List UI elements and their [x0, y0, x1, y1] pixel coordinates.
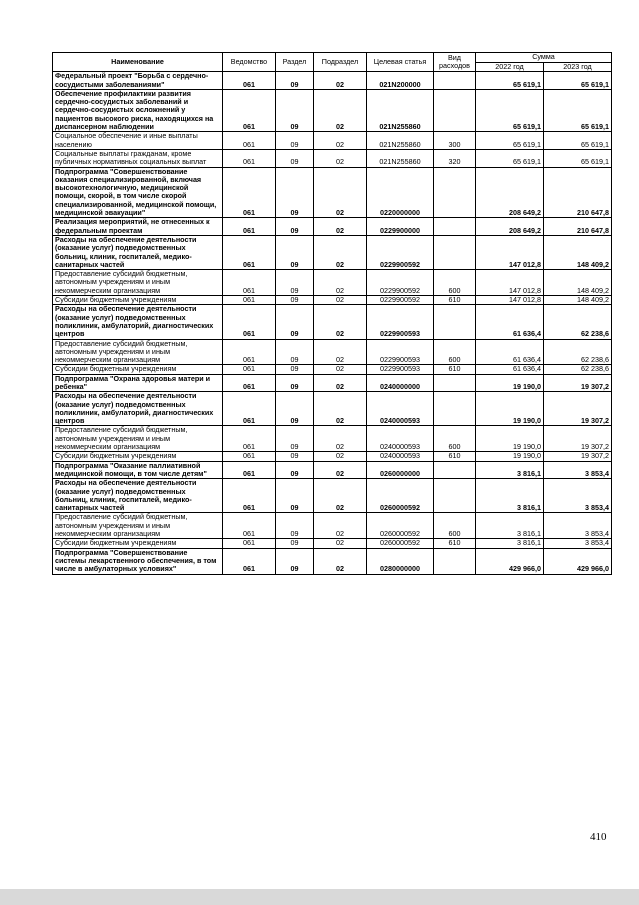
table-header	[53, 53, 612, 72]
row-podrazdel: 02	[314, 270, 367, 296]
row-razdel: 09	[276, 479, 314, 513]
row-podrazdel: 02	[314, 235, 367, 269]
row-name: Предоставление субсидий бюджетным, автономным учреждениям и иным некоммерческим организациям	[53, 270, 223, 296]
row-podrazdel: 02	[314, 296, 367, 305]
row-podrazdel: 02	[314, 539, 367, 548]
row-vedomstvo: 061	[223, 392, 276, 426]
row-celevaya: 0229900593	[367, 339, 434, 365]
row-vid: 610	[434, 296, 476, 305]
row-name: Подпрограмма "Оказание паллиативной медицинской помощи, в том числе детям"	[53, 461, 223, 479]
row-vid	[434, 548, 476, 574]
row-podrazdel: 02	[314, 149, 367, 167]
row-celevaya: 0240000000	[367, 374, 434, 392]
row-razdel: 09	[276, 132, 314, 150]
row-vid: 320	[434, 149, 476, 167]
row-celevaya: 0260000592	[367, 539, 434, 548]
row-sum-2022: 65 619,1	[476, 72, 544, 90]
row-podrazdel: 02	[314, 513, 367, 539]
row-celevaya: 0229900593	[367, 365, 434, 374]
table-row	[53, 479, 612, 513]
row-razdel: 09	[276, 89, 314, 131]
row-vedomstvo: 061	[223, 513, 276, 539]
row-vid: 600	[434, 270, 476, 296]
row-sum-2022: 429 966,0	[476, 548, 544, 574]
table-row	[53, 296, 612, 305]
row-sum-2022: 19 190,0	[476, 374, 544, 392]
row-sum-2023: 3 853,4	[544, 461, 612, 479]
row-sum-2023: 19 307,2	[544, 392, 612, 426]
row-name: Подпрограмма "Охрана здоровья матери и ребенка"	[53, 374, 223, 392]
table-row	[53, 548, 612, 574]
row-sum-2023: 19 307,2	[544, 452, 612, 461]
table-row	[53, 270, 612, 296]
header-razdel: Раздел	[276, 53, 314, 72]
row-sum-2022: 147 012,8	[476, 296, 544, 305]
table-row	[53, 452, 612, 461]
row-celevaya: 021N255860	[367, 89, 434, 131]
header-podrazdel: Подраздел	[314, 53, 367, 72]
row-razdel: 09	[276, 167, 314, 218]
row-vedomstvo: 061	[223, 539, 276, 548]
row-vid	[434, 235, 476, 269]
row-name: Подпрограмма "Совершенствование оказания специализированной, включая высокотехнологичную, медицинской помощи, скорой, в том числе скорой специализированной, медицинской помощи, медицинской эвакуации"	[53, 167, 223, 218]
row-podrazdel: 02	[314, 426, 367, 452]
row-vedomstvo: 061	[223, 479, 276, 513]
table-row	[53, 365, 612, 374]
row-podrazdel: 02	[314, 452, 367, 461]
row-sum-2023: 19 307,2	[544, 426, 612, 452]
row-celevaya: 0260000000	[367, 461, 434, 479]
row-sum-2023: 62 238,6	[544, 365, 612, 374]
row-sum-2022: 19 190,0	[476, 392, 544, 426]
row-podrazdel: 02	[314, 89, 367, 131]
table-row	[53, 539, 612, 548]
row-sum-2022: 147 012,8	[476, 235, 544, 269]
row-sum-2022: 19 190,0	[476, 452, 544, 461]
row-celevaya: 0229900593	[367, 305, 434, 339]
row-sum-2022: 3 816,1	[476, 513, 544, 539]
row-podrazdel: 02	[314, 218, 367, 236]
row-celevaya: 0260000592	[367, 479, 434, 513]
row-celevaya: 0240000593	[367, 426, 434, 452]
row-podrazdel: 02	[314, 548, 367, 574]
row-sum-2023: 65 619,1	[544, 149, 612, 167]
row-podrazdel: 02	[314, 365, 367, 374]
row-sum-2023: 3 853,4	[544, 539, 612, 548]
row-sum-2022: 19 190,0	[476, 426, 544, 452]
row-vid: 600	[434, 426, 476, 452]
table-row	[53, 426, 612, 452]
row-sum-2023: 65 619,1	[544, 89, 612, 131]
row-vid	[434, 305, 476, 339]
row-vedomstvo: 061	[223, 461, 276, 479]
row-sum-2022: 208 649,2	[476, 167, 544, 218]
table-row	[53, 72, 612, 90]
row-vedomstvo: 061	[223, 218, 276, 236]
row-vid	[434, 218, 476, 236]
row-name: Субсидии бюджетным учреждениям	[53, 452, 223, 461]
row-celevaya: 0280000000	[367, 548, 434, 574]
header-year1: 2022 год	[476, 63, 544, 72]
row-sum-2023: 3 853,4	[544, 513, 612, 539]
header-vedomstvo: Ведомство	[223, 53, 276, 72]
row-sum-2022: 3 816,1	[476, 479, 544, 513]
row-sum-2022: 61 636,4	[476, 339, 544, 365]
row-vid	[434, 392, 476, 426]
row-razdel: 09	[276, 461, 314, 479]
row-celevaya: 0229900000	[367, 218, 434, 236]
row-celevaya: 0229900592	[367, 270, 434, 296]
row-sum-2023: 65 619,1	[544, 72, 612, 90]
row-name: Подпрограмма "Совершенствование системы лекарственного обеспечения, в том числе в амбулаторных условиях"	[53, 548, 223, 574]
table-row	[53, 149, 612, 167]
row-sum-2023: 429 966,0	[544, 548, 612, 574]
row-razdel: 09	[276, 305, 314, 339]
row-celevaya: 0260000592	[367, 513, 434, 539]
row-sum-2022: 208 649,2	[476, 218, 544, 236]
table-row	[53, 461, 612, 479]
row-vedomstvo: 061	[223, 296, 276, 305]
row-podrazdel: 02	[314, 374, 367, 392]
header-summa: Сумма	[476, 53, 612, 63]
table-row	[53, 89, 612, 131]
row-celevaya: 021N255860	[367, 149, 434, 167]
row-podrazdel: 02	[314, 392, 367, 426]
row-name: Расходы на обеспечение деятельности (оказание услуг) подведомственных поликлиник, амбулаторий, диагностических центров	[53, 392, 223, 426]
row-name: Субсидии бюджетным учреждениям	[53, 365, 223, 374]
budget-table	[52, 52, 612, 575]
row-razdel: 09	[276, 149, 314, 167]
row-sum-2023: 210 647,8	[544, 218, 612, 236]
row-sum-2023: 62 238,6	[544, 339, 612, 365]
row-podrazdel: 02	[314, 167, 367, 218]
row-vedomstvo: 061	[223, 72, 276, 90]
row-podrazdel: 02	[314, 72, 367, 90]
table-row	[53, 235, 612, 269]
table-row	[53, 374, 612, 392]
row-vid: 610	[434, 452, 476, 461]
row-razdel: 09	[276, 374, 314, 392]
row-celevaya: 0220000000	[367, 167, 434, 218]
row-razdel: 09	[276, 452, 314, 461]
row-celevaya: 0229900592	[367, 296, 434, 305]
table-row	[53, 218, 612, 236]
row-sum-2023: 148 409,2	[544, 296, 612, 305]
row-name: Социальное обеспечение и иные выплаты населению	[53, 132, 223, 150]
row-vedomstvo: 061	[223, 132, 276, 150]
row-vedomstvo: 061	[223, 548, 276, 574]
row-podrazdel: 02	[314, 132, 367, 150]
row-vid: 300	[434, 132, 476, 150]
row-razdel: 09	[276, 339, 314, 365]
row-razdel: 09	[276, 548, 314, 574]
row-celevaya: 021N200000	[367, 72, 434, 90]
row-sum-2022: 3 816,1	[476, 461, 544, 479]
row-sum-2022: 65 619,1	[476, 132, 544, 150]
row-name: Субсидии бюджетным учреждениям	[53, 539, 223, 548]
row-vid	[434, 479, 476, 513]
table-row	[53, 167, 612, 218]
row-celevaya: 021N255860	[367, 132, 434, 150]
row-name: Предоставление субсидий бюджетным, автономным учреждениям и иным некоммерческим организациям	[53, 426, 223, 452]
row-razdel: 09	[276, 392, 314, 426]
row-name: Обеспечение профилактики развития сердечно-сосудистых заболеваний и сердечно-сосудистых осложнений у пациентов высокого риска, находящихся на диспансерном наблюдении	[53, 89, 223, 131]
row-razdel: 09	[276, 426, 314, 452]
row-sum-2022: 65 619,1	[476, 149, 544, 167]
row-razdel: 09	[276, 539, 314, 548]
row-vedomstvo: 061	[223, 149, 276, 167]
row-vedomstvo: 061	[223, 452, 276, 461]
header-year2: 2023 год	[544, 63, 612, 72]
row-sum-2023: 65 619,1	[544, 132, 612, 150]
row-sum-2023: 148 409,2	[544, 235, 612, 269]
row-podrazdel: 02	[314, 305, 367, 339]
row-vid	[434, 72, 476, 90]
row-podrazdel: 02	[314, 339, 367, 365]
row-vid	[434, 89, 476, 131]
row-celevaya: 0229900592	[367, 235, 434, 269]
row-podrazdel: 02	[314, 461, 367, 479]
row-vid: 600	[434, 339, 476, 365]
row-vedomstvo: 061	[223, 365, 276, 374]
row-sum-2023: 62 238,6	[544, 305, 612, 339]
row-vedomstvo: 061	[223, 374, 276, 392]
row-name: Федеральный проект "Борьба с сердечно-сосудистыми заболеваниями"	[53, 72, 223, 90]
table-body	[53, 72, 612, 574]
header-celevaya: Целевая статья	[367, 53, 434, 72]
table-row	[53, 513, 612, 539]
row-name: Реализация мероприятий, не отнесенных к федеральным проектам	[53, 218, 223, 236]
header-name: Наименование	[53, 53, 223, 72]
row-vedomstvo: 061	[223, 426, 276, 452]
row-sum-2022: 61 636,4	[476, 305, 544, 339]
row-name: Расходы на обеспечение деятельности (оказание услуг) подведомственных больниц, клиник, госпиталей, медико-санитарных частей	[53, 479, 223, 513]
row-sum-2022: 147 012,8	[476, 270, 544, 296]
row-vid: 600	[434, 513, 476, 539]
row-vedomstvo: 061	[223, 235, 276, 269]
row-podrazdel: 02	[314, 479, 367, 513]
row-razdel: 09	[276, 235, 314, 269]
row-vid: 610	[434, 365, 476, 374]
row-sum-2023: 148 409,2	[544, 270, 612, 296]
row-vedomstvo: 061	[223, 270, 276, 296]
row-name: Социальные выплаты гражданам, кроме публичных нормативных социальных выплат	[53, 149, 223, 167]
row-vedomstvo: 061	[223, 89, 276, 131]
row-razdel: 09	[276, 270, 314, 296]
row-razdel: 09	[276, 513, 314, 539]
row-razdel: 09	[276, 296, 314, 305]
row-sum-2023: 19 307,2	[544, 374, 612, 392]
row-name: Расходы на обеспечение деятельности (оказание услуг) подведомственных поликлиник, амбулаторий, диагностических центров	[53, 305, 223, 339]
row-celevaya: 0240000593	[367, 452, 434, 461]
row-name: Расходы на обеспечение деятельности (оказание услуг) подведомственных больниц, клиник, госпиталей, медико-санитарных частей	[53, 235, 223, 269]
table-row	[53, 132, 612, 150]
row-sum-2022: 65 619,1	[476, 89, 544, 131]
row-razdel: 09	[276, 218, 314, 236]
row-vid	[434, 374, 476, 392]
header-vid: Вид расходов	[434, 53, 476, 72]
row-sum-2022: 3 816,1	[476, 539, 544, 548]
row-vedomstvo: 061	[223, 305, 276, 339]
row-name: Предоставление субсидий бюджетным, автономным учреждениям и иным некоммерческим организациям	[53, 339, 223, 365]
row-razdel: 09	[276, 72, 314, 90]
table-row	[53, 305, 612, 339]
row-razdel: 09	[276, 365, 314, 374]
row-sum-2023: 3 853,4	[544, 479, 612, 513]
page-number: 410	[590, 831, 607, 843]
row-vedomstvo: 061	[223, 339, 276, 365]
row-sum-2023: 210 647,8	[544, 167, 612, 218]
row-vid	[434, 461, 476, 479]
row-name: Субсидии бюджетным учреждениям	[53, 296, 223, 305]
row-vid: 610	[434, 539, 476, 548]
row-vedomstvo: 061	[223, 167, 276, 218]
scan-bottom-band	[0, 889, 639, 905]
table-row	[53, 392, 612, 426]
row-vid	[434, 167, 476, 218]
row-name: Предоставление субсидий бюджетным, автономным учреждениям и иным некоммерческим организациям	[53, 513, 223, 539]
table-row	[53, 339, 612, 365]
row-sum-2022: 61 636,4	[476, 365, 544, 374]
row-celevaya: 0240000593	[367, 392, 434, 426]
